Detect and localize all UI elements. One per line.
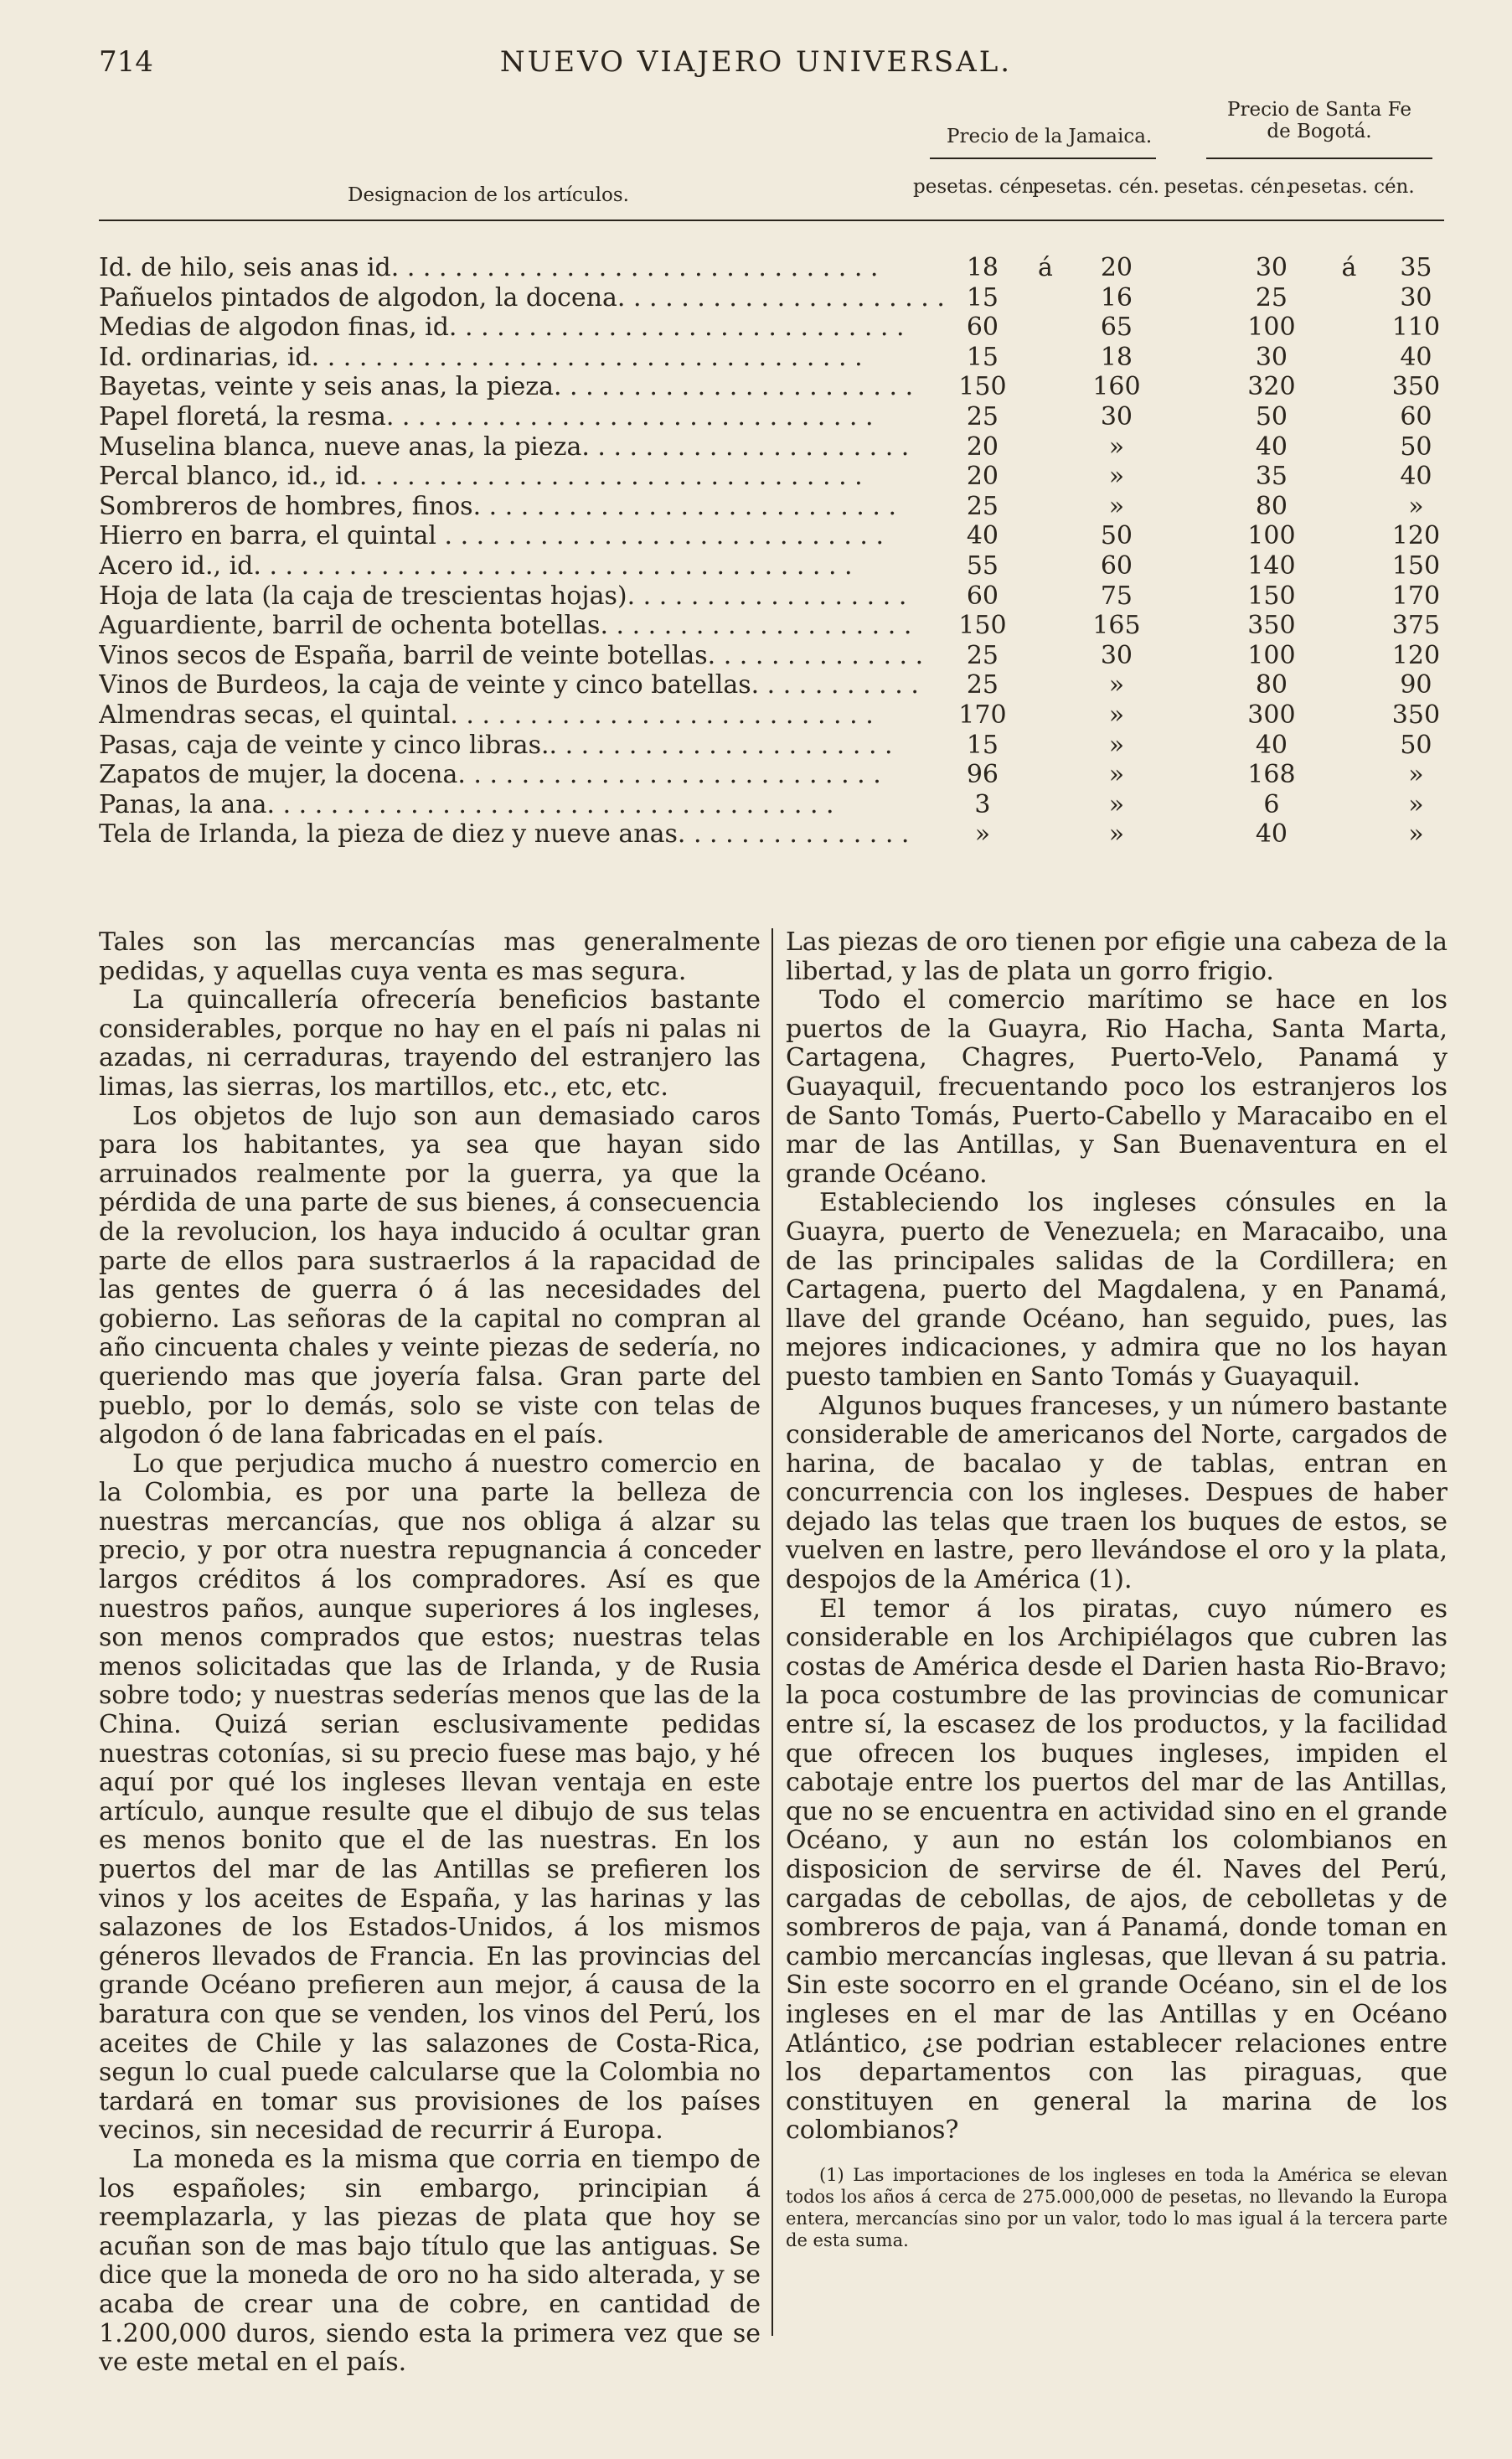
range-separator [1020, 313, 1071, 343]
bogota-price-min: 40 [1255, 730, 1288, 760]
bogota-price-min: 350 [1247, 611, 1296, 641]
jamaica-price-max: » [1108, 431, 1125, 462]
bogota-price-min: 168 [1247, 760, 1296, 790]
jamaica-price-min: 150 [958, 611, 1007, 641]
designation-header: Designacion de los artículos. [348, 184, 629, 206]
price-table [99, 253, 1456, 850]
column-gap [1163, 402, 1221, 432]
jamaica-price-max: 20 [1100, 253, 1133, 282]
jamaica-price-min: 60 [966, 313, 999, 343]
range-separator [1020, 283, 1071, 313]
bogota-price-max: » [1408, 819, 1424, 850]
jamaica-price-min: 25 [966, 670, 999, 700]
bogota-price-min: 50 [1255, 401, 1288, 431]
bogota-price-min: 320 [1247, 372, 1296, 402]
jamaica-price-max: 30 [1100, 401, 1133, 431]
item-name: Sombreros de hombres, finos. . . . . . . . . . . . . . . . . . . . . . . . . . . [99, 491, 896, 521]
bogota-price-min: 25 [1255, 282, 1288, 313]
range-separator [1020, 611, 1071, 641]
table-row [99, 313, 1456, 343]
bogota-price-max: » [1408, 789, 1424, 819]
range-separator [1322, 790, 1376, 820]
jamaica-price-min: 170 [958, 700, 1007, 730]
range-separator [1322, 731, 1376, 761]
table-row [99, 343, 1456, 373]
jamaica-price-max: 165 [1092, 611, 1141, 641]
item-name: Hierro en barra, el quintal . . . . . . . . . . . . . . . . . . . . . . . . . . . . [99, 521, 885, 551]
jamaica-price-min: 20 [966, 462, 999, 492]
bogota-price-min: 35 [1255, 462, 1288, 492]
table-row [99, 551, 1456, 581]
jamaica-price-max: » [1108, 760, 1125, 790]
item-name: Zapatos de mujer, la docena. . . . . . . . . . . . . . . . . . . . . . . . . . . [99, 760, 881, 790]
range-separator [1322, 760, 1376, 790]
paragraph: La quincallería ofrecería beneficios bastante considerables, porque no hay en el país ni palas ni azadas, ni cerraduras, trayendo del estranjero las limas, las sierras, los martillos, etc., etc, etc. [99, 985, 761, 1102]
jamaica-price-max: 18 [1100, 342, 1133, 372]
range-separator [1020, 760, 1071, 790]
paragraph: Lo que perjudica mucho á nuestro comercio en la Colombia, es por una parte la belleza de nuestras mercancías, que nos obliga á alzar su precio, y por otra nuestra repugnancia á conceder largos créditos á los compradores. Así es que nuestros paños, aunque superiores á los ingleses, son menos comprados que estos; nuestras telas menos solicitadas que las de Irlanda, y de Rusia sobre todo; y nuestras sederías menos que las de la China. Quizá serian esclusivamente pedidas nuestras cotonías, si su precio fuese mas bajo, y hé aquí por qué los ingleses llevan ventaja en este artículo, aunque resulte que el dibujo de sus telas es menos bonito que el de las nuestras. En los puertos del mar de las Antillas se prefieren los vinos y los aceites de España, y las harinas y las salazones de los Estados-Unidos, á los mismos géneros llevados de Francia. En las provincias del grande Océano prefieren aun mejor, á causa de la baratura con que se venden, los vinos del Perú, los aceites de Chile y las salazones de Costa-Rica, segun lo cual puede calcularse que la Colombia no tardará en tomar sus provisiones de los países vecinos, sin necesidad de recurrir á Europa. [99, 1449, 761, 2146]
column-gap [1163, 432, 1221, 462]
range-separator [1020, 402, 1071, 432]
range-separator [1322, 283, 1376, 313]
jamaica-price-max: 75 [1100, 581, 1133, 611]
table-row [99, 581, 1456, 612]
paragraph: Tales son las mercancías mas generalmente pedidas, y aquellas cuya venta es mas segura. [99, 927, 761, 986]
bogota-price-min: 40 [1255, 819, 1288, 850]
table-row [99, 670, 1456, 700]
bogota-price-max: 60 [1400, 401, 1432, 431]
units-row [913, 176, 1415, 198]
table-row [99, 641, 1456, 671]
item-name: Vinos de Burdeos, la caja de veinte y cinco batellas. . . . . . . . . . . [99, 670, 919, 700]
bogota-price-min: 30 [1255, 253, 1288, 282]
table-row [99, 819, 1456, 850]
jamaica-price-min: 25 [966, 491, 999, 521]
column-gap [1163, 521, 1221, 551]
jamaica-price-min: 3 [974, 789, 991, 819]
paragraph: La moneda es la misma que corria en tiempo de los españoles; sin embargo, principian á reemplazarla, y las piezas de plata que hoy se acuñan son de mas bajo título que las antiguas. Se dice que la moneda de oro no ha sido alterada, y se acaba de crear una de cobre, en cantidad de 1.200,000 duros, siendo esta la primera vez que se ve este metal en el país. [99, 2144, 761, 2378]
range-separator [1322, 670, 1376, 700]
jamaica-price-min: 150 [958, 372, 1007, 402]
table-row [99, 760, 1456, 790]
bogota-price-min: 100 [1247, 521, 1296, 551]
unit-label: pesetas. cén. [1164, 176, 1292, 198]
range-separator [1322, 551, 1376, 581]
jamaica-price-min: 25 [966, 640, 999, 670]
jamaica-price-max: » [1108, 670, 1125, 700]
jamaica-price-min: » [974, 819, 991, 850]
range-separator [1020, 641, 1071, 671]
bogota-price-max: 30 [1400, 282, 1432, 313]
jamaica-price-max: 160 [1092, 372, 1141, 402]
jamaica-price-max: » [1108, 491, 1125, 521]
range-separator [1322, 611, 1376, 641]
jamaica-price-max: 30 [1100, 640, 1133, 670]
bogota-price-max: 150 [1391, 550, 1441, 581]
column-gap [1163, 611, 1221, 641]
item-name: Almendras secas, el quintal. . . . . . . . . . . . . . . . . . . . . . . . . . . [99, 700, 874, 730]
column-gap [1163, 551, 1221, 581]
jamaica-price-min: 15 [966, 730, 999, 760]
bogota-price-max: 110 [1391, 313, 1441, 343]
range-separator [1020, 521, 1071, 551]
item-name: Id. ordinarias, id. . . . . . . . . . . . . . . . . . . . . . . . . . . . . . . . . . . [99, 342, 863, 372]
unit-label: pesetas. cén. [1287, 176, 1415, 198]
table-row [99, 283, 1456, 313]
jamaica-price-min: 18 [966, 253, 999, 282]
bogota-price-min: 150 [1247, 581, 1296, 611]
jamaica-price-max: » [1108, 730, 1125, 760]
bogota-price-max: 375 [1391, 611, 1441, 641]
column-gap [1163, 670, 1221, 700]
range-separator [1020, 343, 1071, 373]
bogota-price-min: 300 [1247, 700, 1296, 730]
bogota-price-max: 90 [1400, 670, 1432, 700]
bogota-price-min: 6 [1263, 789, 1280, 819]
range-separator [1322, 700, 1376, 731]
range-separator [1322, 641, 1376, 671]
paragraph: El temor á los piratas, cuyo número es considerable en los Archipiélagos que cubren las costas de América desde el Darien hasta Rio-Bravo; la poca costumbre de las provincias de comunicar entre sí, la escasez de los productos, y la facilidad que ofrecen los buques ingleses, impiden el cabotaje entre los puertos del mar de las Antillas, que no se encuentra en actividad sino en el grande Océano, y aun no están los colombianos en disposicion de servirse de él. Naves del Perú, cargadas de cebollas, de ajos, de cebolletas y de sombreros de paja, van á Panamá, donde toman en cambio mercancías inglesas, que llevan á su patria. Sin este socorro en el grande Océano, sin el de los ingleses en el mar de las Antillas y en Océano Atlántico, ¿se podrian establecer relaciones entre los departamentos con las piraguas, que constituyen en general la marina de los colombianos? [786, 1594, 1447, 2146]
running-title: NUEVO VIAJERO UNIVERSAL. [499, 45, 1013, 79]
bogota-price-max: 50 [1400, 730, 1432, 760]
item-name: Hoja de lata (la caja de trescientas hojas). . . . . . . . . . . . . . . . . . [99, 581, 907, 611]
table-row [99, 492, 1456, 522]
left-column [99, 928, 761, 2378]
jamaica-price-min: 40 [966, 521, 999, 551]
jamaica-price-min: 25 [966, 401, 999, 431]
bogota-price-min: 80 [1255, 491, 1288, 521]
footnote: (1) Las importaciones de los ingleses en toda la América se elevan todos los años á cerca de 275.000,000 de pesetas, no llevando la Europa entera, mercancías sino por un valor, todo lo mas igual á la tercera parte de esta suma. [786, 2164, 1447, 2250]
column-gap [1163, 462, 1221, 492]
paragraph: Estableciendo los ingleses cónsules en la Guayra, puerto de Venezuela; en Maracaibo, una de las principales salidas de la Cordillera; en Cartagena, puerto del Magdalena, y en Panamá, llave del grande Océano, han seguido, pues, las mejores indicaciones, y admira que no los hayan puesto tambien en Santo Tomás y Guayaquil. [786, 1188, 1447, 1392]
column-gap [1163, 700, 1221, 731]
range-separator [1020, 819, 1071, 850]
range-separator [1322, 402, 1376, 432]
table-row [99, 462, 1456, 492]
table-row [99, 731, 1456, 761]
column-gap [1163, 283, 1221, 313]
range-separator [1020, 372, 1071, 402]
bogota-price-max: 120 [1391, 521, 1441, 551]
range-separator [1322, 313, 1376, 343]
jamaica-price-min: 20 [966, 431, 999, 462]
jamaica-price-max: 65 [1100, 313, 1133, 343]
jamaica-brace [930, 158, 1156, 159]
range-separator [1322, 462, 1376, 492]
jamaica-price-max: » [1108, 462, 1125, 492]
page-number: 714 [99, 45, 153, 79]
jamaica-price-min: 15 [966, 282, 999, 313]
range-separator [1020, 790, 1071, 820]
bogota-price-max: 350 [1391, 372, 1441, 402]
range-separator [1020, 462, 1071, 492]
jamaica-price-max: » [1108, 789, 1125, 819]
item-name: Medias de algodon finas, id. . . . . . . . . . . . . . . . . . . . . . . . . . . . . [99, 313, 905, 343]
jamaica-price-min: 60 [966, 581, 999, 611]
bogota-price-max: 40 [1400, 462, 1432, 492]
column-gap [1163, 253, 1221, 283]
bogota-price-max: » [1408, 491, 1424, 521]
bogota-price-min: 100 [1247, 313, 1296, 343]
unit-label: pesetas. cén. [1032, 176, 1160, 198]
jamaica-price-max: 60 [1100, 550, 1133, 581]
column-gap [1163, 492, 1221, 522]
bogota-price-min: 40 [1255, 431, 1288, 462]
paragraph: Los objetos de lujo son aun demasiado caros para los habitantes, ya sea que hayan sido arruinados realmente por la guerra, ya que la pérdida de una parte de sus bienes, á consecuencia de la revolucion, los haya inducido á ocultar gran parte de ellos para sustraerlos á la rapacidad de las gentes de guerra ó á las necesidades del gobierno. Las señoras de la capital no compran al año cincuenta chales y veinte piezas de sedería, no queriendo mas que joyería falsa. Gran parte del pueblo, por lo demás, solo se viste con telas de algodon ó de lana fabricadas en el país. [99, 1101, 761, 1450]
column-gap [1163, 372, 1221, 402]
jamaica-price-header: Precio de la Jamaica. [947, 126, 1153, 147]
jamaica-price-min: 96 [966, 760, 999, 790]
bogota-brace [1206, 158, 1432, 159]
range-separator: á [1037, 253, 1053, 282]
paragraph: Las piezas de oro tienen por efigie una cabeza de la libertad, y las de plata un gorro frigio. [786, 927, 1447, 986]
table-row [99, 253, 1456, 283]
range-separator [1322, 432, 1376, 462]
item-name: Percal blanco, id., id. . . . . . . . . . . . . . . . . . . . . . . . . . . . . . . . [99, 462, 863, 492]
table-row [99, 432, 1456, 462]
column-gap [1163, 790, 1221, 820]
column-divider [771, 928, 773, 2336]
item-name: Papel floretá, la resma. . . . . . . . . . . . . . . . . . . . . . . . . . . . . . . [99, 401, 874, 431]
jamaica-price-max: 50 [1100, 521, 1133, 551]
range-separator [1020, 492, 1071, 522]
range-separator [1322, 581, 1376, 612]
item-name: Aguardiente, barril de ochenta botellas. . . . . . . . . . . . . . . . . . . . [99, 611, 912, 641]
bogota-price-header: Precio de Santa Fe de Bogotá. [1227, 99, 1411, 142]
table-row [99, 402, 1456, 432]
range-separator [1322, 819, 1376, 850]
item-name: Id. de hilo, seis anas id. . . . . . . . . . . . . . . . . . . . . . . . . . . . . . . [99, 253, 879, 282]
bogota-price-min: 80 [1255, 670, 1288, 700]
item-name: Acero id., id. . . . . . . . . . . . . . . . . . . . . . . . . . . . . . . . . . . . . . [99, 550, 853, 581]
table-row [99, 521, 1456, 551]
column-gap [1163, 641, 1221, 671]
table-row [99, 611, 1456, 641]
bogota-price-max: » [1408, 760, 1424, 790]
table-row [99, 790, 1456, 820]
jamaica-price-min: 15 [966, 342, 999, 372]
item-name: Pañuelos pintados de algodon, la docena. . . . . . . . . . . . . . . . . . . . . [99, 282, 945, 313]
range-separator [1020, 551, 1071, 581]
range-separator [1322, 343, 1376, 373]
jamaica-price-max: 16 [1100, 282, 1133, 313]
table-row [99, 372, 1456, 402]
jamaica-price-max: » [1108, 819, 1125, 850]
item-name: Tela de Irlanda, la pieza de diez y nueve anas. . . . . . . . . . . . . . . [99, 819, 910, 850]
right-column [786, 928, 1447, 2251]
jamaica-price-min: 55 [966, 550, 999, 581]
paragraph: Todo el comercio marítimo se hace en los puertos de la Guayra, Rio Hacha, Santa Marta, Cartagena, Chagres, Puerto-Velo, Panamá y Guayaquil, frecuentando poco los estranjeros los de Santo Tomás, Puerto-Cabello y Maracaibo en el mar de las Antillas, y San Buenaventura en el grande Océano. [786, 985, 1447, 1189]
column-gap [1163, 343, 1221, 373]
bogota-price-max: 40 [1400, 342, 1432, 372]
range-separator [1020, 670, 1071, 700]
bogota-price-min: 100 [1247, 640, 1296, 670]
paragraph: Algunos buques franceses, y un número bastante considerable de americanos del Norte, cargados de harina, de bacalao y de tablas, entran en concurrencia con los ingleses. Despues de haber dejado las telas que traen los buques de estos, se vuelven en lastre, pero llevándose el oro y la plata, despojos de la América (1). [786, 1391, 1447, 1595]
bogota-price-max: 120 [1391, 640, 1441, 670]
range-separator [1322, 372, 1376, 402]
jamaica-price-max: » [1108, 700, 1125, 730]
range-separator [1322, 521, 1376, 551]
bogota-price-max: 35 [1400, 253, 1432, 282]
bogota-price-max: 170 [1391, 581, 1441, 611]
range-separator [1020, 581, 1071, 612]
range-separator [1020, 700, 1071, 731]
item-name: Pasas, caja de veinte y cinco libras.. . . . . . . . . . . . . . . . . . . . . . [99, 730, 893, 760]
unit-label: pesetas. cén. [913, 176, 1040, 198]
table-row [99, 700, 1456, 731]
item-name: Muselina blanca, nueve anas, la pieza. . . . . . . . . . . . . . . . . . . . . [99, 431, 910, 462]
bogota-price-min: 140 [1247, 550, 1296, 581]
range-separator [1322, 492, 1376, 522]
item-name: Panas, la ana. . . . . . . . . . . . . . . . . . . . . . . . . . . . . . . . . . . . [99, 789, 834, 819]
column-gap [1163, 313, 1221, 343]
column-gap [1163, 581, 1221, 612]
item-name: Bayetas, veinte y seis anas, la pieza. . . . . . . . . . . . . . . . . . . . . . . [99, 372, 914, 402]
column-gap [1163, 760, 1221, 790]
column-gap [1163, 819, 1221, 850]
bogota-price-max: 50 [1400, 431, 1432, 462]
bogota-price-max: 350 [1391, 700, 1441, 730]
range-separator: á [1341, 253, 1357, 282]
item-name: Vinos secos de España, barril de veinte botellas. . . . . . . . . . . . . . [99, 640, 924, 670]
range-separator [1020, 432, 1071, 462]
range-separator [1020, 731, 1071, 761]
table-top-rule [99, 220, 1444, 221]
column-gap [1163, 731, 1221, 761]
bogota-price-min: 30 [1255, 342, 1288, 372]
